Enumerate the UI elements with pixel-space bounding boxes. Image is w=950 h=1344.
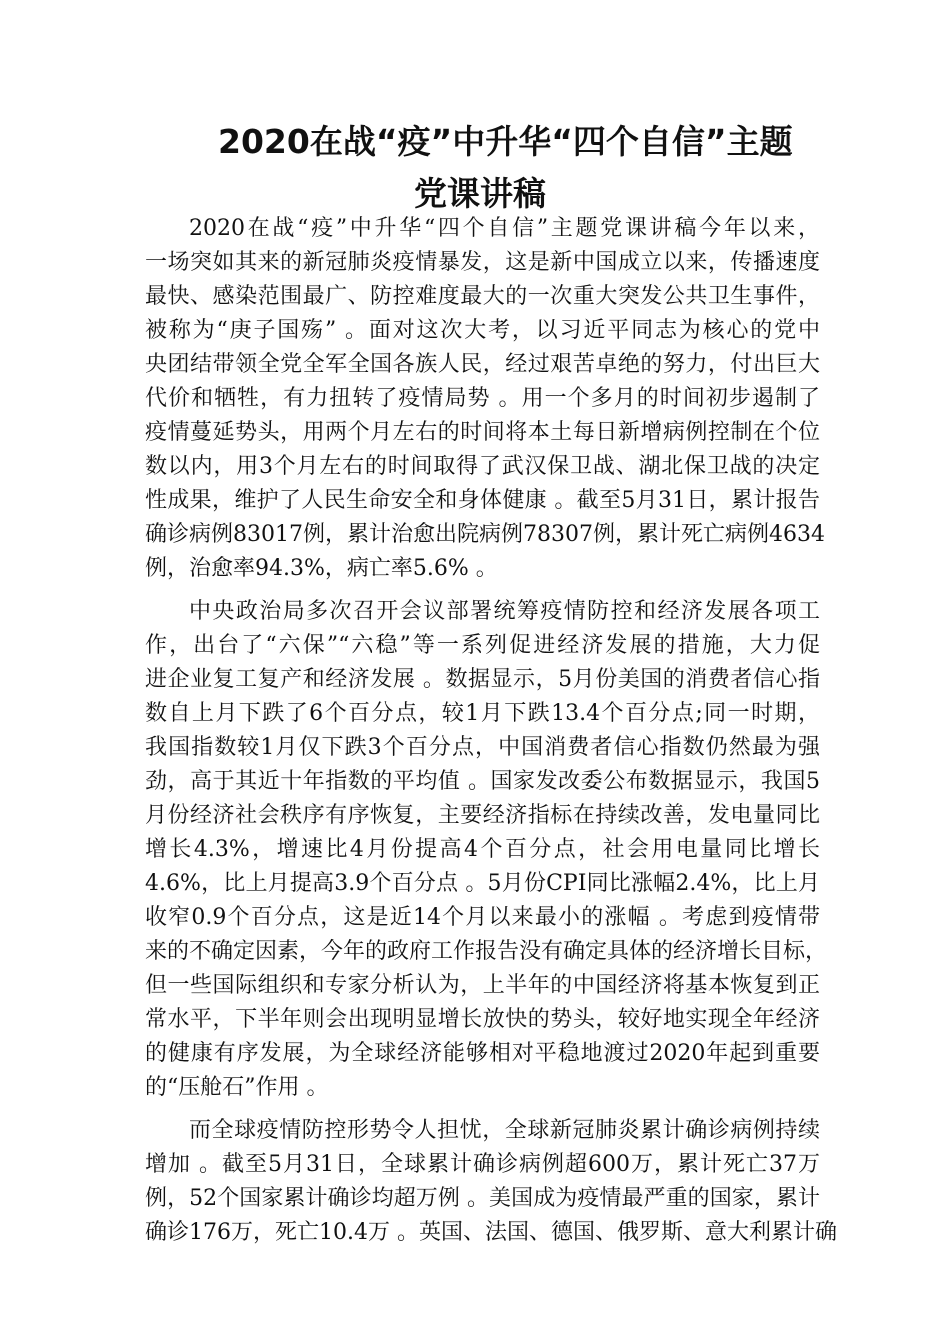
document-title: 2020在战“疫”中升华“四个自信”主题 <box>218 122 793 161</box>
paragraph-line: 2020在战“疫”中升华“四个自信”主题党课讲稿今年以来， <box>189 216 820 241</box>
paragraph-line: 疫情蔓延势头，用两个月左右的时间将本土每日新增病例控制在个位 <box>145 420 820 445</box>
paragraph-line: 收窄0.9个百分点，这是近14个月以来最小的涨幅 。考虑到疫情带 <box>145 905 820 930</box>
paragraph-line: 例，52个国家累计确诊均超万例 。美国成为疫情最严重的国家，累计 <box>145 1186 820 1211</box>
paragraph <box>145 1114 837 1250</box>
paragraph <box>145 595 828 1105</box>
paragraph-line: 数自上月下跌了6个百分点，较1月下跌13.4个百分点;同一时期， <box>145 701 820 726</box>
paragraph <box>145 212 825 586</box>
paragraph-line: 劲，高于其近十年指数的平均值 。国家发改委公布数据显示，我国5 <box>145 769 820 794</box>
paragraph-line: 央团结带领全党全军全国各族人民，经过艰苦卓绝的努力，付出巨大 <box>145 352 820 377</box>
paragraph-line: 增长4.3%，增速比4月份提高4个百分点，社会用电量同比增长 <box>145 837 820 862</box>
paragraph-line: 例，治愈率94.3%，病亡率5.6% 。 <box>145 556 498 581</box>
paragraph-line: 确诊病例83017例，累计治愈出院病例78307例，累计死亡病例4634 <box>145 522 825 547</box>
paragraph-line: 4.6%，比上月提高3.9个百分点 。5月份CPI同比涨幅2.4%，比上月 <box>145 871 820 896</box>
paragraph-line: 的健康有序发展，为全球经济能够相对平稳地渡过2020年起到重要 <box>145 1041 820 1066</box>
paragraph-line: 作，出台了“六保”“六稳”等一系列促进经济发展的措施，大力促 <box>145 633 820 658</box>
paragraph-line: 而全球疫情防控形势令人担忧，全球新冠肺炎累计确诊病例持续 <box>189 1118 820 1143</box>
paragraph-line: 代价和牺牲，有力扭转了疫情局势 。用一个多月的时间初步遏制了 <box>145 386 820 411</box>
paragraph-line: 增加 。截至5月31日，全球累计确诊病例超600万，累计死亡37万 <box>145 1152 820 1177</box>
paragraph-line: 常水平，下半年则会出现明显增长放快的势头，较好地实现全年经济 <box>145 1007 820 1032</box>
paragraph-line: 被称为“庚子国殇” 。面对这次大考，以习近平同志为核心的党中 <box>145 318 820 343</box>
paragraph-line: 进企业复工复产和经济发展 。数据显示，5月份美国的消费者信心指 <box>145 667 820 692</box>
document-subtitle: 党课讲稿 <box>414 174 546 213</box>
paragraph-line: 中央政治局多次召开会议部署统筹疫情防控和经济发展各项工 <box>189 599 820 624</box>
paragraph-gap <box>145 586 820 595</box>
paragraph-line: 的“压舱石”作用 。 <box>145 1075 329 1100</box>
paragraph-line: 性成果，维护了人民生命安全和身体健康 。截至5月31日，累计报告 <box>145 488 820 513</box>
paragraph-gap <box>145 1105 820 1114</box>
paragraph-line: 来的不确定因素，今年的政府工作报告没有确定具体的经济增长目标， <box>145 939 828 964</box>
paragraph-line: 数以内，用3个月左右的时间取得了武汉保卫战、湖北保卫战的决定 <box>145 454 820 479</box>
paragraph-line: 我国指数较1月仅下跌3个百分点，中国消费者信心指数仍然最为强 <box>145 735 820 760</box>
paragraph-line: 月份经济社会秩序有序恢复，主要经济指标在持续改善，发电量同比 <box>145 803 820 828</box>
paragraph-line: 最快、感染范围最广、防控难度最大的一次重大突发公共卫生事件， <box>145 284 820 309</box>
paragraph-line: 一场突如其来的新冠肺炎疫情暴发，这是新中国成立以来，传播速度 <box>145 250 820 275</box>
paragraph-line: 确诊176万，死亡10.4万 。英国、法国、德国、俄罗斯、意大利累计确 <box>145 1220 837 1245</box>
document-body <box>145 212 837 1250</box>
paragraph-line: 但一些国际组织和专家分析认为，上半年的中国经济将基本恢复到正 <box>145 973 820 998</box>
